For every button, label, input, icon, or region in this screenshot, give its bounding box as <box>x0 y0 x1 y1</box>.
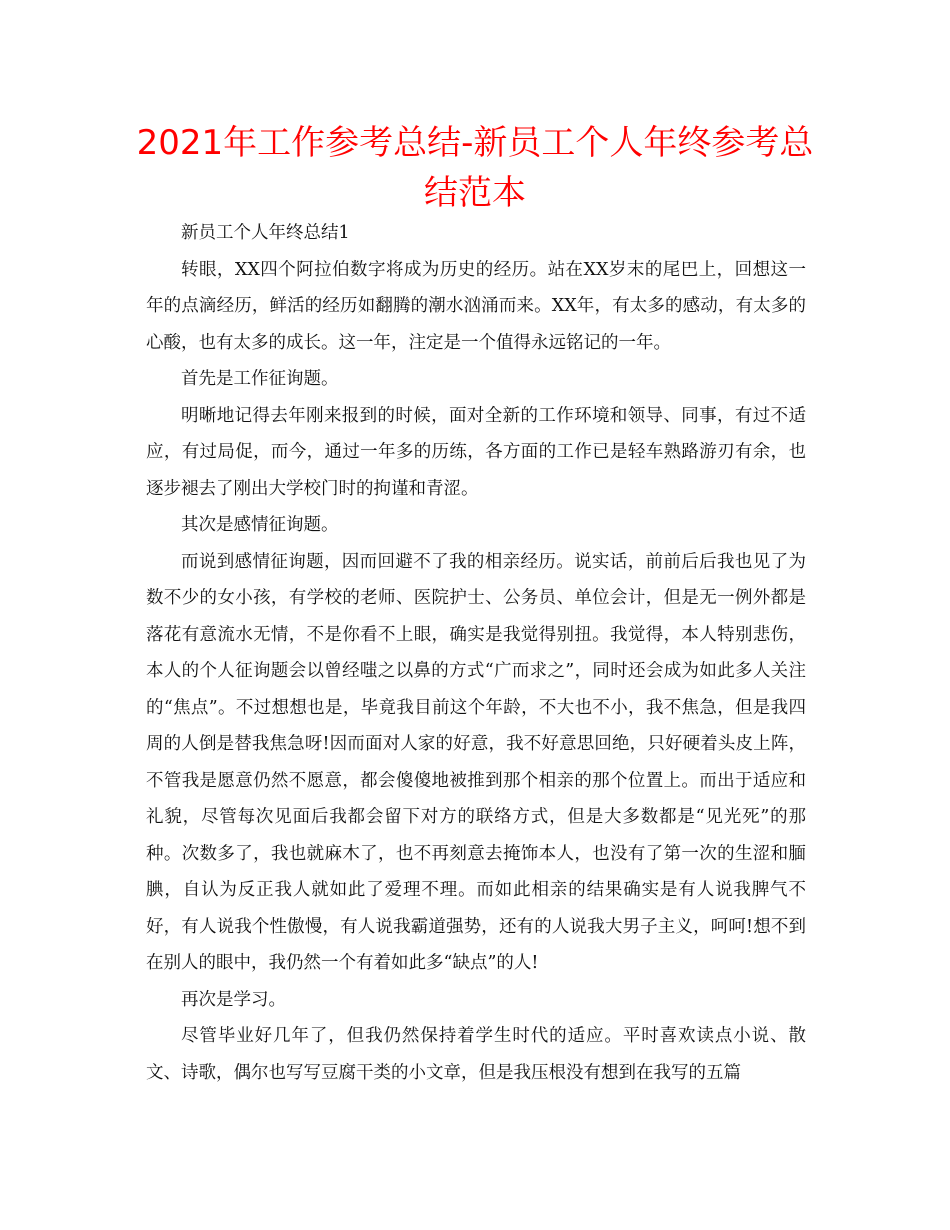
document-title: 2021年工作参考总结-新员工个人年终参考总结范本 <box>136 123 814 213</box>
paragraph: 明晰地记得去年刚来报到的时候，面对全新的工作环境和领导、同事，有过不适应，有过局促，而今，通过一年多的历练，各方面的工作已是轻车熟路游刃有余，也逐步褪去了刚出大学校门时的拘谨和青涩。 <box>146 405 806 499</box>
paragraph: 首先是工作征询题。 <box>181 369 339 389</box>
paragraph: 再次是学习。 <box>181 989 286 1010</box>
paragraph: 尽管毕业好几年了，但我仍然保持着学生时代的适应。平时喜欢读点小说、散文、诗歌，偶尔也写写豆腐干类的小文章，但是我压根没有想到在我写的五篇 <box>146 1026 806 1083</box>
paragraph: 其次是感情征询题。 <box>181 515 339 535</box>
paragraph: 转眼，XX四个阿拉伯数字将成为历史的经历。站在XX岁末的尾巴上，回想这一年的点滴经历，鲜活的经历如翻腾的潮水汹涌而来。XX年，有太多的感动，有太多的心酸，也有太多的成长。这一年，注定是一个值得永远铭记的一年。 <box>146 259 806 353</box>
paragraph: 新员工个人年终总结1 <box>181 223 350 243</box>
paragraph: 而说到感情征询题，因而回避不了我的相亲经历。说实话，前前后后我也见了为数不少的女小孩，有学校的老师、医院护士、公务员、单位会计，但是无一例外都是落花有意流水无情，不是你看不上眼，确实是我觉得别扭。我觉得，本人特别悲伤，本人的个人征询题会以曾经嗤之以鼻的方式“广而求之”，同时还会成为如此多人关注的“焦点”。不过想想也是，毕竟我目前这个年龄，不大也不小，我不焦急，但是我四周的人倒是替我焦急呀!因而面对人家的好意，我不好意思回绝，只好硬着头皮上阵，不管我是愿意仍然不愿意，都会傻傻地被推到那个相亲的那个位置上。而出于适应和礼貌，尽管每次见面后我都会留下对方的联络方式，但是大多数都是“见光死”的那种。次数多了，我也就麻木了，也不再刻意去掩饰本人，也没有了第一次的生涩和腼腆，自认为反正我人就如此了爱理不理。而如此相亲的结果确实是有人说我脾气不好，有人说我个性傲慢，有人说我霸道强势，还有的人说我大男子主义，呵呵!想不到在别人的眼中，我仍然一个有着如此多“缺点”的人! <box>146 551 806 973</box>
document-body <box>146 215 806 1091</box>
